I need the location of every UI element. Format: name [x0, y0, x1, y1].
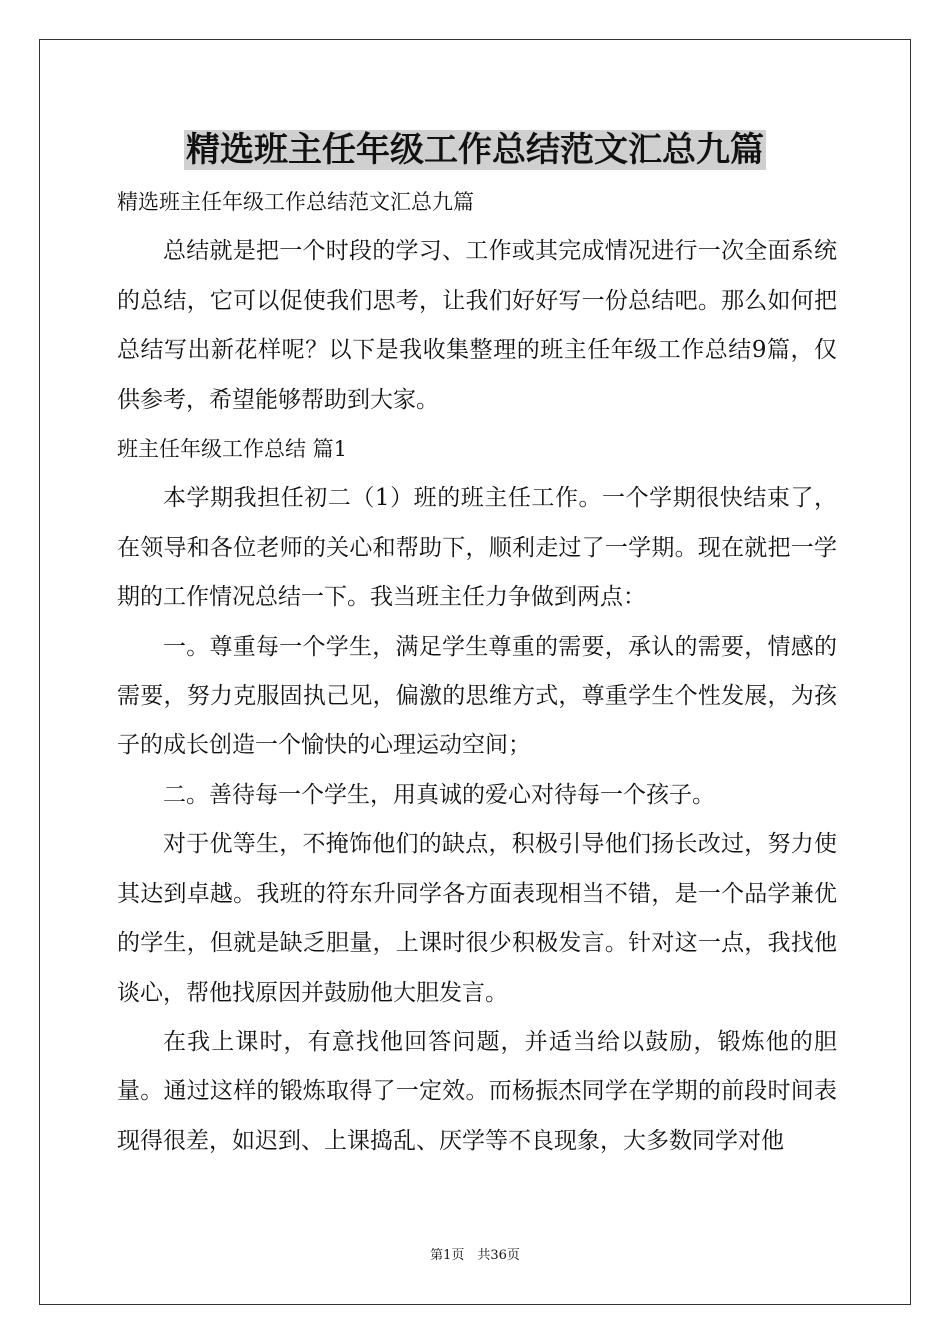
section-heading: 班主任年级工作总结 篇1	[117, 437, 348, 462]
document-title-text: 精选班主任年级工作总结范文汇总九篇	[186, 130, 764, 170]
body-paragraph: 对于优等生，不掩饰他们的缺点，积极引导他们扬长改过，努力使其达到卓越。我班的符东升同学各方面表现相当不错，是一个品学兼优的学生，但就是缺乏胆量，上课时很少积极发言。针对这一点，我找他谈心，帮他找原因并鼓励他大胆发言。	[117, 831, 837, 1006]
page-number-footer: 第1页 共36页	[430, 1248, 520, 1263]
document-body	[117, 178, 837, 1166]
intro-paragraph: 总结就是把一个时段的学习、工作或其完成情况进行一次全面系统的总结，它可以促使我们思考，让我们好好写一份总结吧。那么如何把总结写出新花样呢？以下是我收集整理的班主任年级工作总结9篇，仅供参考，希望能够帮助到大家。	[117, 238, 837, 413]
document-title	[0, 126, 950, 174]
document-subtitle: 精选班主任年级工作总结范文汇总九篇	[117, 190, 474, 214]
body-paragraph: 一。尊重每一个学生，满足学生尊重的需要，承认的需要，情感的需要，努力克服固执己见，偏激的思维方式，尊重学生个性发展，为孩子的成长创造一个愉快的心理运动空间；	[117, 633, 837, 759]
body-paragraph: 在我上课时，有意找他回答问题，并适当给以鼓励，锻炼他的胆量。通过这样的锻炼取得了一定效。而杨振杰同学在学期的前段时间表现得很差，如迟到、上课捣乱、厌学等不良现象，大多数同学对他	[117, 1028, 837, 1154]
body-paragraph: 二。善待每一个学生，用真诚的爱心对待每一个孩子。	[163, 781, 715, 808]
body-paragraph: 本学期我担任初二（1）班的班主任工作。一个学期很快结束了，在领导和各位老师的关心和帮助下，顺利走过了一学期。现在就把一学期的工作情况总结一下。我当班主任力争做到两点：	[117, 485, 837, 611]
